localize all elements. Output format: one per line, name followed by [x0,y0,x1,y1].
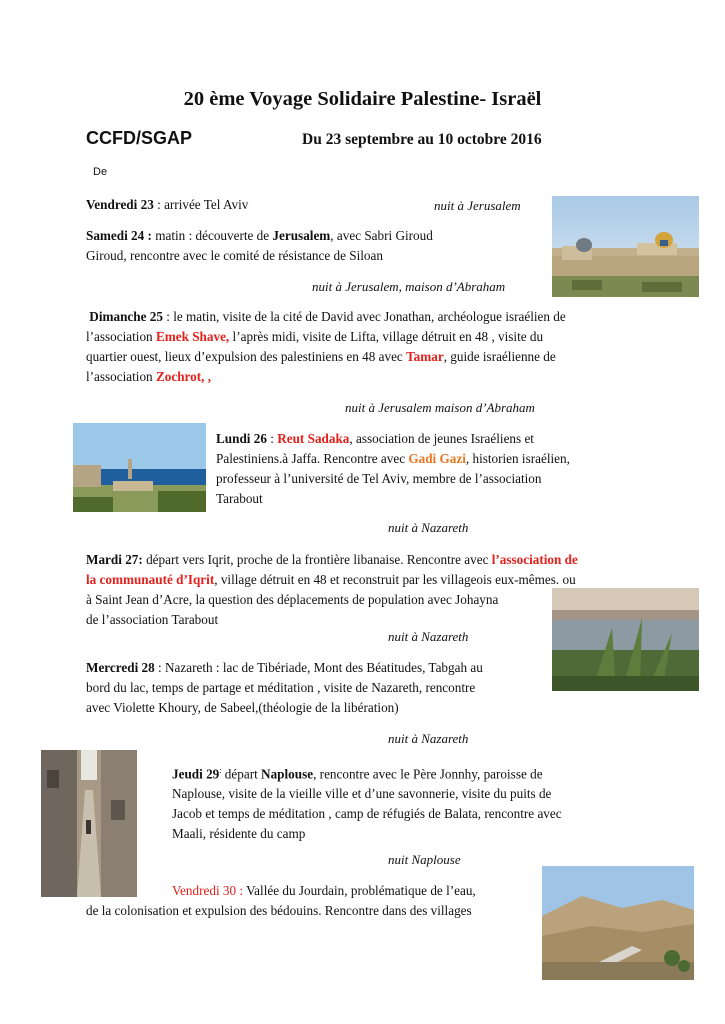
tiberiade-lake-photo [552,588,699,691]
day-label: Mercredi 28 [86,660,155,675]
day-label: Lundi 26 [216,431,267,446]
day-label: Dimanche 25 [89,309,163,324]
night-lundi-26: nuit à Nazareth [388,520,469,535]
day-mercredi-28: Mercredi 28 : Nazareth : lac de Tibériade, Mont des Béatitudes, Tabgah au bord du lac, temps de partage et méditation , visite de Nazareth, rencontre avec Violette Khoury, de Sabeel,(théologie de la libération) [86,660,483,715]
jerusalem-photo [552,196,699,297]
day-label: Mardi 27: [86,552,143,567]
naplouse-alley-photo [41,750,137,897]
de-label: De [93,166,108,178]
trip-dates: Du 23 septembre au 10 octobre 2016 [302,131,542,148]
day-jeudi-29: Jeudi 29: départ Naplouse, rencontre avec le Père Jonnhy, paroisse de Naplouse, visite de la vieille ville et d’une savonnerie, visite du puits de Jacob et temps de méditation , camp de réfugiés de Balata, rencontre avec Maali, résidente du camp [172,766,562,842]
day-dimanche-25: Dimanche 25 : le matin, visite de la cité de David avec Jonathan, archéologue israélien de l’association Emek Shave, l’après midi, visite de Lifta, village détruit en 48 , visite du quartier ouest, lieux d’expulsion des palestiniens en 48 avec Tamar, guide israélienne de l’association Zochrot, , [86,309,566,384]
night-samedi-24: nuit à Jerusalem, maison d’Abraham [312,279,506,294]
jaffa-sea-photo [73,423,206,512]
night-mardi-27: nuit à Nazareth [388,629,469,644]
day-samedi-24: Samedi 24 : matin : découverte de Jerusalem, avec Sabri Giroud Giroud, rencontre avec le comité de résistance de Siloan [86,228,433,263]
day-label: Samedi 24 : [86,228,152,243]
jordan-valley-photo [542,866,694,980]
day-lundi-26: Lundi 26 : Reut Sadaka, association de jeunes Israéliens et Palestiniens.à Jaffa. Rencontre avec Gadi Gazi, historien israélien, professeur à l’université de Tel Aviv, membre de l’association Tarabout [216,431,570,506]
day-label: Vendredi 30 [172,883,237,898]
night-jeudi-29: nuit Naplouse [388,852,461,867]
night-mercredi-28: nuit à Nazareth [388,731,469,746]
page-title: 20 ème Voyage Solidaire Palestine- Israël [183,88,542,110]
org-name: CCFD/SGAP [86,128,193,148]
day-label: Jeudi 29 [172,766,220,782]
night-vendredi-23: nuit à Jerusalem [434,198,521,213]
day-vendredi-30: Vendredi 30 : Vallée du Jourdain, problématique de l’eau, de la colonisation et expulsion des bédouins. Rencontre dans des villages [86,883,476,918]
day-vendredi-23: Vendredi 23 : arrivée Tel Aviv [86,197,249,212]
night-dimanche-25: nuit à Jerusalem maison d’Abraham [345,400,535,415]
day-label: Vendredi 23 [86,197,154,212]
day-mardi-27: Mardi 27: départ vers Iqrit, proche de la frontière libanaise. Rencontre avec l’association de la communauté d’Iqrit, village détruit en 48 et reconstruit par les villageois eux-mêmes. ou à Saint Jean d’Acre, la question des déplacements de population avec Johayna de l’association Tarabout [86,552,578,627]
